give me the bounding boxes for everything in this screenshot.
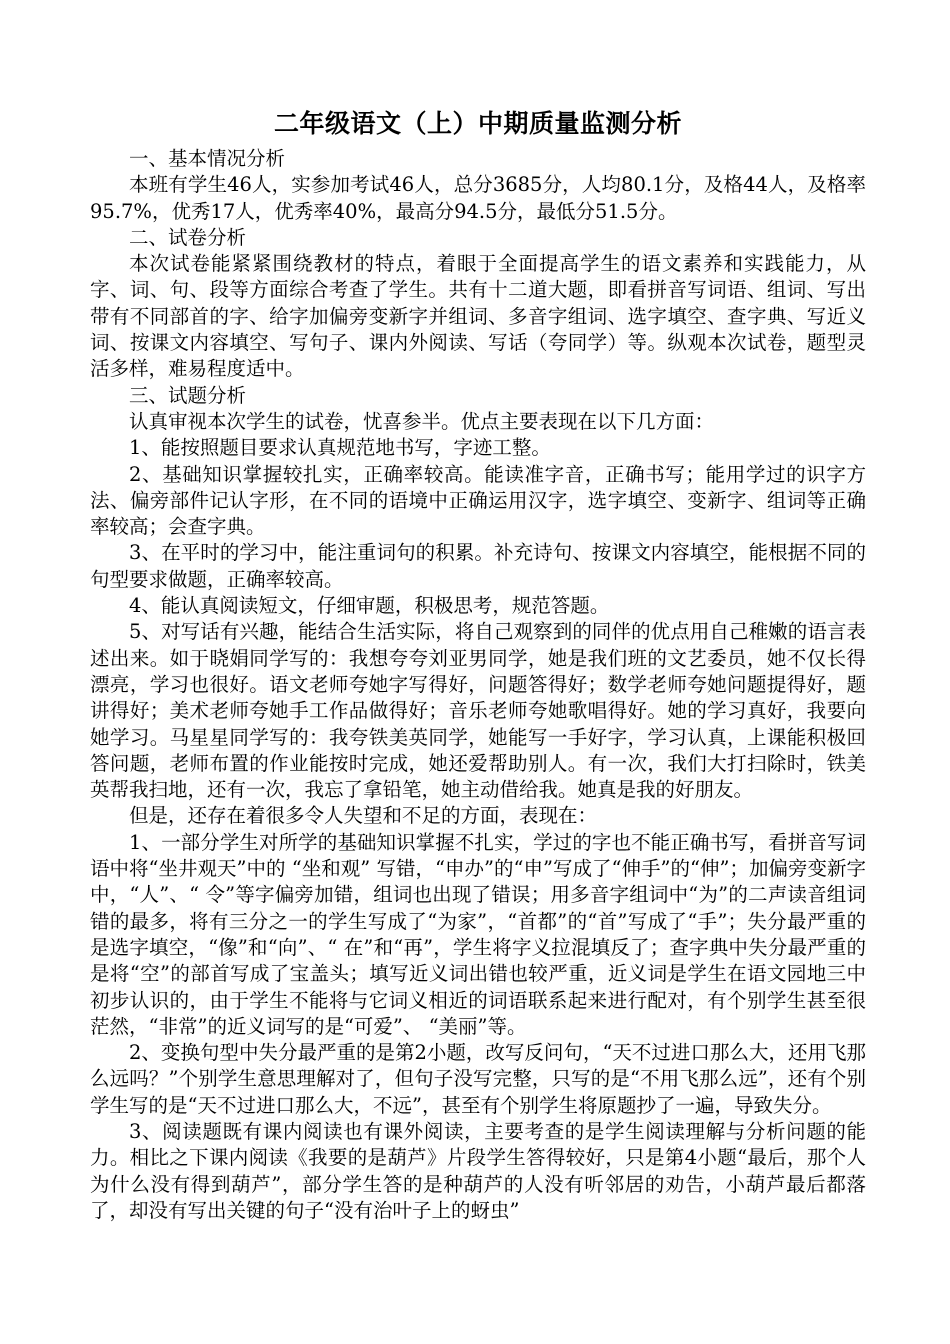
paragraph-strength-4: 4、能认真阅读短文，仔细审题，积极思考，规范答题。 — [129, 594, 610, 618]
section-heading-question-analysis: 三、试题分析 — [129, 383, 247, 407]
paragraph-weakness-1: 1、一部分学生对所学的基础知识掌握不扎实，学过的字也不能正确书写，看拼音写词语中将“坐井观天”中的 “坐和观” 写错，“申办”的“申”写成了“伸手”的“伸”；加偏旁变新字中，“人”、“ 令”等字偏旁加错，组词也出现了错误；用多音字组词中“为”的二声读音组词错的最多，将有三分之一的学生写成了“为家”，“首都”的“首”写成了“手”；失分最严重的是选字填空，“像”和“向”、“ 在”和“再”，学生将字义拉混填反了；查字典中失分最严重的是将“空”的部首写成了宝盖头；填写近义词出错也较严重，近义词是学生在语文园地三中初步认识的，由于学生不能将与它词义相近的词语联系起来进行配对，有个别学生甚至很茫然，“非常”的近义词写的是“可爱”、 “美丽”等。 — [90, 830, 866, 1038]
paragraph-strength-5: 5、对写话有兴趣，能结合生活实际，将自己观察到的同伴的优点用自己稚嫩的语言表述出来。如于晓娟同学写的：我想夸夸刘亚男同学，她是我们班的文艺委员，她不仅长得漂亮，学习也很好。语文老师夸她字写得好，问题答得好；数学老师夸她问题提得好，题讲得好；美术老师夸她手工作品做得好；音乐老师夸她歌唱得好。她的学习真好，我要向她学习。马星星同学写的：我夸铁美英同学，她能写一手好字，学习认真，上课能积极回答问题，老师布置的作业能按时完成，她还爱帮助别人。有一次，我们大打扫除时，铁美英帮我扫地，还有一次，我忘了拿铅笔，她主动借给我。她真是我的好朋友。 — [90, 620, 866, 802]
section-heading-basic-info: 一、基本情况分析 — [129, 147, 286, 170]
paragraph-basic-stats: 本班有学生46人，实参加考试46人，总分3685分，人均80.1分，及格44人，及格率95.7%，优秀17人，优秀率40%，最高分94.5分，最低分51.5分。 — [90, 173, 866, 223]
document-title: 二年级语文（上）中期质量监测分析 — [273, 109, 682, 138]
paragraph-strength-1: 1、能按照题目要求认真规范地书写，字迹工整。 — [129, 436, 551, 460]
paragraph-paper-analysis: 本次试卷能紧紧围绕教材的特点，着眼于全面提高学生的语文素养和实践能力，从字、词、句、段等方面综合考查了学生。共有十二道大题，即看拼音写词语、组词、写出带有不同部首的字、给字加偏旁变新字并组词、多音字组词、选字填空、查字典、写近义词、按课文内容填空、写句子、课内外阅读、写话（夸同学）等。纵观本次试卷，题型灵活多样，难易程度适中。 — [90, 252, 866, 381]
paragraph-overview: 认真审视本次学生的试卷，忧喜参半。优点主要表现在以下几方面： — [129, 409, 715, 433]
paragraph-weakness-intro: 但是，还存在着很多令人失望和不足的方面，表现在： — [129, 804, 598, 828]
section-heading-paper-analysis: 二、试卷分析 — [129, 225, 247, 249]
paragraph-strength-2: 2、基础知识掌握较扎实，正确率较高。能读准字音，正确书写；能用学过的识字方法、偏旁部件记认字形，在不同的语境中正确运用汉字，选字填空、变新字、组词等正确率较高；会查字典。 — [90, 462, 866, 539]
paragraph-strength-3: 3、在平时的学习中，能注重词句的积累。补充诗句、按课文内容填空，能根据不同的句型要求做题，正确率较高。 — [90, 541, 866, 591]
paragraph-weakness-3: 3、阅读题既有课内阅读也有课外阅读，主要考查的是学生阅读理解与分析问题的能力。相比之下课内阅读《我要的是葫芦》片段学生答得较好，只是第4小题“最后，那个人为什么没有得到葫芦”，部分学生答的是种葫芦的人没有听邻居的劝告，小葫芦最后都落了，却没有写出关键的句子“没有治叶子上的蚜虫” — [90, 1119, 866, 1222]
paragraph-weakness-2: 2、变换句型中失分最严重的是第2小题，改写反问句，“天不过进口那么大，还用飞那么远吗？”个别学生意思理解对了，但句子没写完整，只写的是“不用飞那么远”，还有个别学生写的是“天不过进口那么大，不远”，甚至有个别学生将原题抄了一遍，导致失分。 — [90, 1041, 866, 1117]
document-page — [90, 104, 866, 1224]
